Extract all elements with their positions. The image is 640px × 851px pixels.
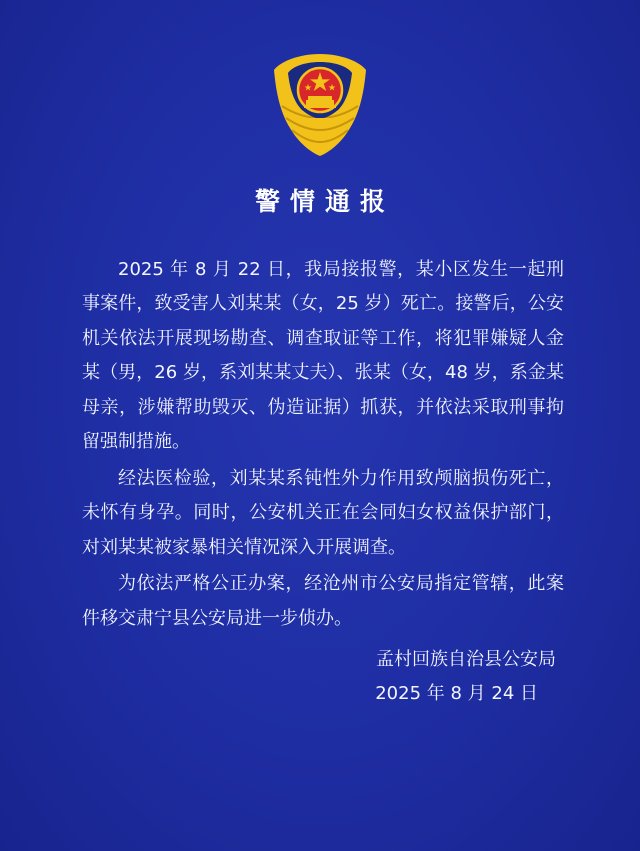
notice-signature-block (256, 643, 556, 711)
issue-date: 2025 年 8 月 24 日 (375, 683, 538, 704)
issuing-authority: 孟村回族自治县公安局 (376, 649, 556, 670)
police-emblem-icon (268, 52, 372, 158)
notice-paragraph-2: 经法医检验，刘某某系钝性外力作用致颅脑损伤死亡，未怀有身孕。同时，公安机关正在会同妇女权益保护部门，对刘某某被家暴相关情况深入开展调查。 (82, 467, 564, 558)
notice-title: 警情通报 (254, 187, 395, 216)
notice-paragraph-1: 2025 年 8 月 22 日，我局接报警，某小区发生一起刑事案件，致受害人刘某某（女，25 岁）死亡。接警后，公安机关依法开展现场勘查、调查取证等工作，将犯罪嫌疑人金某（男，26 岁，系刘某某丈夫）、张某（女，48 岁，系金某母亲，涉嫌帮助毁灭、伪造证据）抓获，并依法采取刑事拘留强制措施。 (82, 259, 564, 453)
notice-paragraph-3: 为依法严格公正办案，经沧州市公安局指定管辖，此案件移交肃宁县公安局进一步侦办。 (82, 573, 564, 629)
notice-body (82, 253, 564, 639)
